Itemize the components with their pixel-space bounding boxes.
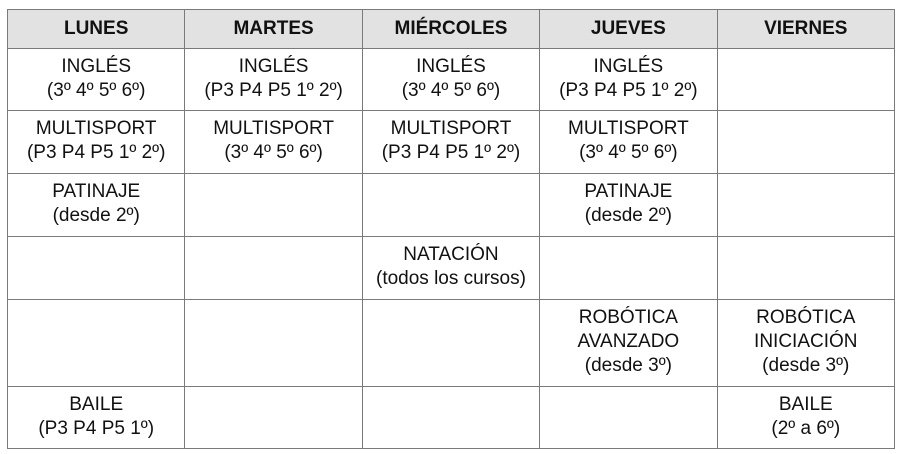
activity-courses: (2º a 6º): [771, 418, 841, 439]
schedule-cell-empty: [185, 300, 362, 387]
activity-courses: (P3 P4 P5 1º 2º): [26, 142, 166, 163]
activity-name: BAILE: [69, 394, 124, 415]
schedule-cell: [362, 237, 539, 300]
schedule-cell-empty: [185, 387, 362, 449]
schedule-header: [8, 10, 895, 49]
schedule-row: [8, 174, 895, 237]
activity-name: MULTISPORT: [213, 118, 334, 139]
activity-name: INGLÉS: [238, 56, 309, 77]
activity-name: ROBÓTICA: [756, 307, 856, 328]
schedule-cell-empty: [185, 237, 362, 300]
activity-name: MULTISPORT: [568, 118, 689, 139]
activity-courses: (3º 4º 5º 6º): [401, 80, 501, 101]
activities-schedule-table: [7, 9, 895, 449]
activity-courses: (3º 4º 5º 6º): [224, 142, 323, 163]
schedule-cell-empty: [717, 237, 894, 300]
schedule-cell-empty: [362, 300, 539, 387]
activity-courses: (P3 P4 P5 1º 2º): [204, 80, 343, 101]
schedule-row: [8, 111, 895, 174]
schedule-cell-empty: [362, 174, 539, 237]
schedule-cell: [185, 49, 362, 111]
activity-name: NATACIÓN: [403, 244, 499, 265]
schedule-cell: [8, 111, 185, 174]
schedule-cell-empty: [717, 111, 894, 174]
activity-name: BAILE: [778, 394, 833, 415]
schedule-cell: [540, 300, 717, 387]
activity-courses: (P3 P4 P5 1º): [38, 418, 155, 439]
day-header-thursday: JUEVES: [540, 10, 717, 49]
schedule-cell: [185, 111, 362, 174]
activity-courses: (3º 4º 5º 6º): [46, 80, 146, 101]
activity-courses: (3º 4º 5º 6º): [579, 142, 678, 163]
activity-courses: (desde 3º): [762, 355, 850, 376]
schedule-cell: [540, 174, 717, 237]
activity-name: INGLÉS: [416, 56, 486, 77]
schedule-cell: [540, 111, 717, 174]
schedule-cell: [362, 111, 539, 174]
schedule-cell-empty: [717, 174, 894, 237]
activity-name: PATINAJE: [52, 181, 141, 202]
activity-name: ROBÓTICA: [578, 307, 678, 328]
activity-courses: (P3 P4 P5 1º 2º): [381, 142, 521, 163]
schedule-row: [8, 387, 895, 449]
schedule-cell-empty: [362, 387, 539, 449]
schedule-cell-empty: [8, 237, 185, 300]
day-header-monday: LUNES: [8, 10, 185, 49]
schedule-cell-empty: [717, 49, 894, 111]
activity-courses: (desde 2º): [584, 205, 672, 226]
schedule-cell: [8, 49, 185, 111]
schedule-cell: [717, 300, 894, 387]
schedule-cell: [362, 49, 539, 111]
activity-courses: (todos los cursos): [376, 268, 526, 289]
schedule-cell: [8, 174, 185, 237]
schedule-cell-empty: [540, 237, 717, 300]
activity-name: INGLÉS: [593, 56, 664, 77]
activity-name: PATINAJE: [584, 181, 673, 202]
activity-level: AVANZADO: [577, 331, 680, 352]
schedule-cell-empty: [185, 174, 362, 237]
schedule-cell-empty: [540, 387, 717, 449]
schedule-cell: [540, 49, 717, 111]
day-header-wednesday: MIÉRCOLES: [362, 10, 539, 49]
activity-courses: (desde 3º): [584, 355, 672, 376]
activity-name: MULTISPORT: [35, 118, 157, 139]
day-header-friday: VIERNES: [717, 10, 894, 49]
activity-name: INGLÉS: [61, 56, 132, 77]
activity-level: INICIACIÓN: [754, 331, 858, 352]
activity-name: MULTISPORT: [390, 118, 512, 139]
activity-courses: (P3 P4 P5 1º 2º): [559, 80, 698, 101]
schedule-cell-empty: [8, 300, 185, 387]
schedule-row: [8, 49, 895, 111]
schedule-cell: [717, 387, 894, 449]
day-header-tuesday: MARTES: [185, 10, 362, 49]
activity-courses: (desde 2º): [52, 205, 140, 226]
schedule-body: [8, 49, 895, 449]
schedule-row: [8, 237, 895, 300]
schedule-cell: [8, 387, 185, 449]
schedule-row: [8, 300, 895, 387]
header-row: [8, 10, 895, 49]
